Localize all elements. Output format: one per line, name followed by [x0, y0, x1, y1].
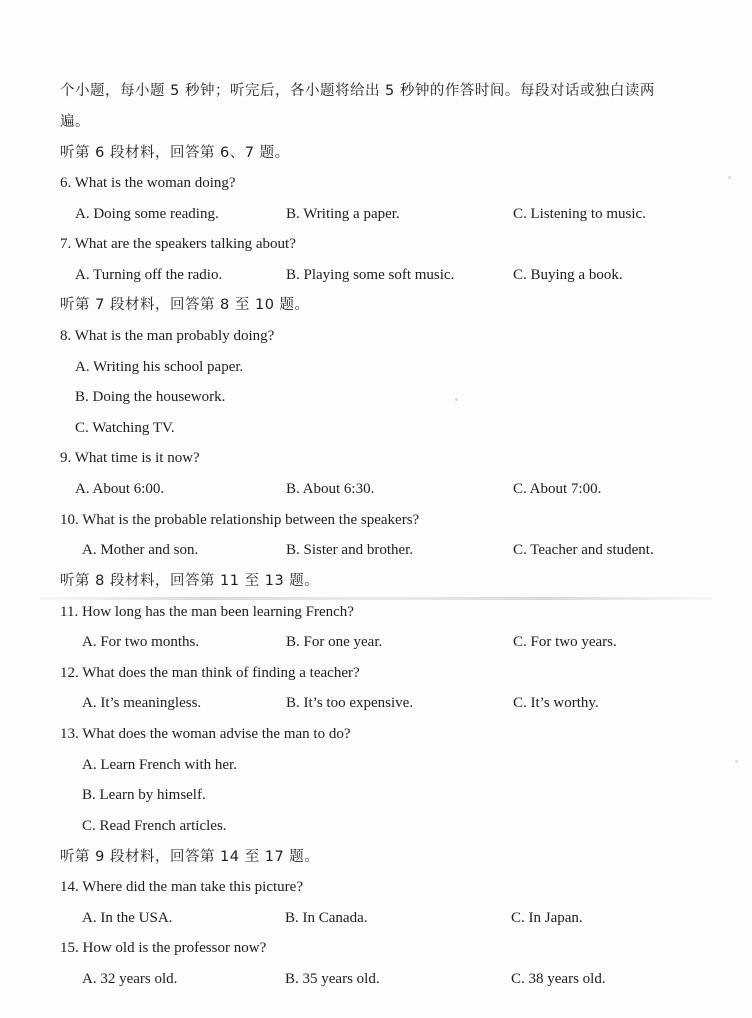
question-9-option-b: B. About 6:30.	[286, 481, 375, 497]
question-13-stem: 13. What does the woman advise the man to do?	[60, 726, 351, 742]
question-14-option-a: A. In the USA.	[82, 910, 173, 926]
question-10-option-a: A. Mother and son.	[82, 542, 199, 558]
scan-speck	[728, 176, 731, 179]
section-heading-6: 听第 6 段材料，回答第 6、7 题。	[60, 145, 290, 161]
section-heading-9: 听第 9 段材料，回答第 14 至 17 题。	[60, 849, 320, 865]
question-10-option-b: B. Sister and brother.	[286, 542, 414, 558]
question-11-option-c: C. For two years.	[513, 634, 617, 650]
question-12-option-b: B. It’s too expensive.	[286, 695, 414, 711]
question-10-stem: 10. What is the probable relationship between the speakers?	[60, 512, 420, 528]
question-6-option-c: C. Listening to music.	[513, 206, 646, 222]
question-8-option-a: A. Writing his school paper.	[75, 359, 244, 375]
question-14-option-c: C. In Japan.	[511, 910, 583, 926]
instructions-line-1: 个小题，每小题 5 秒钟；听完后，各小题将给出 5 秒钟的作答时间。每段对话或独白读两	[60, 83, 655, 99]
question-11-option-a: A. For two months.	[82, 634, 200, 650]
question-14-option-b: B. In Canada.	[285, 910, 368, 926]
question-8-option-c: C. Watching TV.	[75, 420, 175, 436]
question-13-option-c: C. Read French articles.	[82, 818, 227, 834]
question-12-option-c: C. It’s worthy.	[513, 695, 599, 711]
scan-speck	[455, 398, 458, 401]
question-9-stem: 9. What time is it now?	[60, 450, 200, 466]
question-14-stem: 14. Where did the man take this picture?	[60, 879, 303, 895]
question-13-option-b: B. Learn by himself.	[82, 787, 206, 803]
question-9-option-a: A. About 6:00.	[75, 481, 165, 497]
question-10-option-c: C. Teacher and student.	[513, 542, 654, 558]
question-7-option-a: A. Turning off the radio.	[75, 267, 223, 283]
instructions-line-2: 遍。	[60, 114, 90, 130]
question-8-option-b: B. Doing the housework.	[75, 389, 226, 405]
question-6-stem: 6. What is the woman doing?	[60, 175, 236, 191]
section-heading-8: 听第 8 段材料，回答第 11 至 13 题。	[60, 573, 320, 589]
question-7-option-b: B. Playing some soft music.	[286, 267, 455, 283]
question-7-stem: 7. What are the speakers talking about?	[60, 236, 296, 252]
question-6-option-a: A. Doing some reading.	[75, 206, 219, 222]
question-7-option-c: C. Buying a book.	[513, 267, 623, 283]
question-9-option-c: C. About 7:00.	[513, 481, 602, 497]
question-12-option-a: A. It’s meaningless.	[82, 695, 202, 711]
question-15-option-a: A. 32 years old.	[82, 971, 178, 987]
question-11-stem: 11. How long has the man been learning French?	[60, 604, 354, 620]
question-8-stem: 8. What is the man probably doing?	[60, 328, 275, 344]
question-11-option-b: B. For one year.	[286, 634, 383, 650]
scan-speck	[735, 760, 738, 763]
scan-artifact-line	[40, 597, 712, 600]
question-12-stem: 12. What does the man think of finding a teacher?	[60, 665, 360, 681]
question-15-option-c: C. 38 years old.	[511, 971, 606, 987]
question-15-option-b: B. 35 years old.	[285, 971, 380, 987]
question-15-stem: 15. How old is the professor now?	[60, 940, 267, 956]
section-heading-7: 听第 7 段材料，回答第 8 至 10 题。	[60, 297, 310, 313]
question-13-option-a: A. Learn French with her.	[82, 757, 237, 773]
question-6-option-b: B. Writing a paper.	[286, 206, 400, 222]
